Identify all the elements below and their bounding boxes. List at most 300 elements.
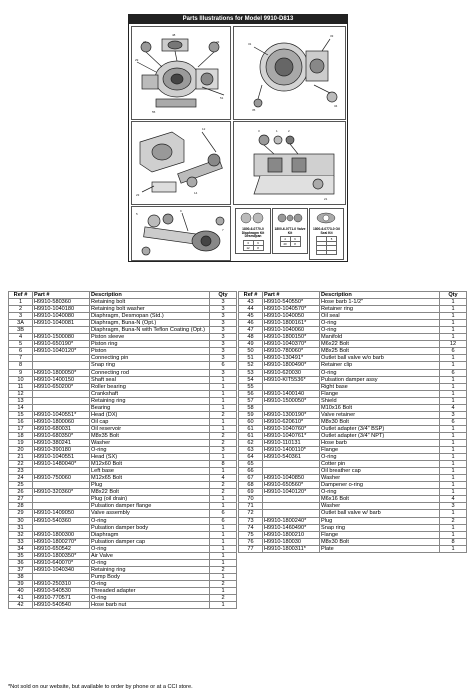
part-number-cell: H9910-620610* [263, 418, 320, 425]
parts-table-right [238, 291, 467, 553]
svg-text:31: 31 [248, 42, 252, 46]
part-number-cell: H9910-250310 [33, 580, 90, 587]
ref-cell: 44 [239, 306, 263, 313]
part-number-cell [263, 468, 320, 475]
ref-cell: 62 [239, 439, 263, 446]
table-row [239, 432, 467, 439]
description-cell: Piston [90, 348, 210, 355]
ref-cell: 3A [9, 320, 33, 327]
part-number-cell: H9910-650560* [263, 482, 320, 489]
part-number-cell: H9910-1800210 [263, 531, 320, 538]
ref-cell: 58 [239, 404, 263, 411]
qty-cell: 3 [440, 411, 467, 418]
qty-cell: 3 [210, 306, 237, 313]
qty-cell: 2 [210, 432, 237, 439]
part-number-cell [33, 397, 90, 404]
qty-cell: 1 [440, 334, 467, 341]
qty-cell: 3 [210, 334, 237, 341]
ref-cell: 20 [9, 447, 33, 454]
ref-cell: 4 [9, 334, 33, 341]
table-row [9, 334, 237, 341]
ref-cell: 12 [9, 390, 33, 397]
description-cell: M8x30 Bolt [320, 418, 440, 425]
description-cell: Piston sleeve [90, 334, 210, 341]
part-number-cell: H9910-1480040* [33, 461, 90, 468]
ref-cell: 73 [239, 517, 263, 524]
table-row [239, 334, 467, 341]
part-number-cell: H9910-1040180 [33, 306, 90, 313]
part-number-cell: H9910-640070* [33, 559, 90, 566]
ref-cell: 9 [9, 369, 33, 376]
qty-cell: 1 [440, 376, 467, 383]
part-number-cell: H9910-580360 [33, 299, 90, 306]
qty-cell: 6 [210, 517, 237, 524]
qty-cell: 3 [210, 299, 237, 306]
part-number-cell [263, 503, 320, 510]
description-cell: O-ring [90, 545, 210, 552]
part-number-cell: H9910-680350* [33, 432, 90, 439]
table-row [9, 482, 237, 489]
part-number-cell: H9910-1800270* [33, 538, 90, 545]
table-row [239, 341, 467, 348]
part-number-cell: H9910-1040340 [33, 566, 90, 573]
ref-cell: 43 [239, 299, 263, 306]
part-number-cell: H9910-780060* [263, 348, 320, 355]
table-row [9, 489, 237, 496]
ref-cell: 41 [9, 595, 33, 602]
description-cell: Shaft seal [90, 376, 210, 383]
part-number-cell: H9910-1800300 [33, 531, 90, 538]
qty-cell: 2 [210, 482, 237, 489]
table-row [239, 327, 467, 334]
part-number-cell: H9910-1040850 [263, 475, 320, 482]
svg-text:2: 2 [288, 129, 290, 133]
qty-cell: 2 [210, 439, 237, 446]
part-number-cell [33, 496, 90, 503]
table-row [9, 475, 237, 482]
ref-cell: 19 [9, 439, 33, 446]
description-cell: Crankshaft [90, 390, 210, 397]
qty-cell: 1 [210, 503, 237, 510]
ref-cell: 69 [239, 489, 263, 496]
ref-cell: 57 [239, 397, 263, 404]
part-number-cell: H9910-1800490* [263, 362, 320, 369]
part-number-cell: H9910-180030 [263, 538, 320, 545]
table-row [239, 411, 467, 418]
qty-cell: 1 [440, 531, 467, 538]
description-cell: Retaining bolt [90, 299, 210, 306]
description-cell: Flange [320, 447, 440, 454]
description-cell: Snap ring [90, 362, 210, 369]
ref-cell: 52 [239, 362, 263, 369]
description-cell: M8x35 Bolt [90, 432, 210, 439]
description-cell: Hose barb nut [90, 602, 210, 609]
qty-cell: 1 [440, 425, 467, 432]
table-row [239, 447, 467, 454]
description-cell: Left base [90, 468, 210, 475]
table-row [239, 404, 467, 411]
header-description: Description [320, 292, 440, 299]
description-cell: Plug [90, 482, 210, 489]
ref-cell: 27 [9, 496, 33, 503]
description-cell: Shield [320, 397, 440, 404]
diagram-crankshaft-assembly [131, 121, 231, 205]
part-number-cell: H9910-320360* [33, 489, 90, 496]
table-row [239, 517, 467, 524]
part-number-cell: H9910-1800050* [33, 369, 90, 376]
qty-cell: 4 [440, 404, 467, 411]
part-number-cell [33, 468, 90, 475]
part-number-cell: H9910-1800060 [33, 418, 90, 425]
table-row [239, 418, 467, 425]
table-row [9, 432, 237, 439]
description-cell: M10x16 Bolt [320, 404, 440, 411]
description-cell: O-ring [320, 320, 440, 327]
ref-cell: 23 [9, 468, 33, 475]
qty-cell: 1 [210, 454, 237, 461]
qty-cell: 1 [440, 447, 467, 454]
part-number-cell: H9910-650190* [33, 341, 90, 348]
description-cell: Oil breather cap [320, 468, 440, 475]
table-row [9, 447, 237, 454]
part-number-cell [33, 404, 90, 411]
ref-cell: 1 [9, 299, 33, 306]
ref-cell: 53 [239, 369, 263, 376]
description-cell: Connecting pin [90, 355, 210, 362]
qty-cell: 2 [210, 489, 237, 496]
part-number-cell: H9910-1800311* [263, 545, 320, 552]
table-row [9, 580, 237, 587]
description-cell: Hose barb 1-1/2" [320, 299, 440, 306]
qty-cell: 1 [210, 524, 237, 531]
description-cell: Retainer ring [320, 306, 440, 313]
qty-cell: 1 [440, 313, 467, 320]
description-cell: O-ring [90, 447, 210, 454]
description-cell: Pulsation damper assy [320, 376, 440, 383]
diagram-piston-connecting-rod [131, 206, 231, 261]
description-cell: Outlet adapter (3/4" BSP) [320, 425, 440, 432]
qty-cell: 1 [210, 587, 237, 594]
parts-table-right-body [239, 299, 467, 553]
svg-text:33: 33 [330, 34, 334, 38]
ref-cell: 30 [9, 517, 33, 524]
table-row [9, 602, 237, 609]
table-row [9, 425, 237, 432]
qty-cell: 6 [210, 362, 237, 369]
table-row [9, 404, 237, 411]
qty-cell: 1 [210, 397, 237, 404]
table-row [9, 545, 237, 552]
ref-cell: 74 [239, 524, 263, 531]
qty-cell: 3 [210, 355, 237, 362]
kit-mini-table: 4 6 20 8 [280, 236, 301, 247]
kit-mini-table: 5 [316, 236, 337, 255]
svg-text:3: 3 [258, 129, 260, 133]
ref-cell: 5 [9, 341, 33, 348]
description-cell: M8x30 Bolt [320, 538, 440, 545]
ref-cell: 54 [239, 376, 263, 383]
table-header-row [239, 292, 467, 299]
part-number-cell: H9910-1800150* [263, 334, 320, 341]
qty-cell: 1 [440, 299, 467, 306]
table-row [239, 524, 467, 531]
qty-cell: 1 [440, 489, 467, 496]
table-row [9, 369, 237, 376]
qty-cell: 1 [210, 559, 237, 566]
header-description: Description [90, 292, 210, 299]
table-row [239, 320, 467, 327]
illustration-title: Parts Illustrations for Model 9910-D813 [129, 15, 347, 24]
ref-cell: 38 [9, 573, 33, 580]
table-row [9, 503, 237, 510]
part-number-cell: H9910-1800240* [263, 517, 320, 524]
part-number-cell: H9910-1400150 [33, 376, 90, 383]
description-cell: M12x60 Bolt [90, 461, 210, 468]
ref-cell: 67 [239, 475, 263, 482]
description-cell: Oil cap [90, 418, 210, 425]
ref-cell: 11 [9, 383, 33, 390]
part-number-cell: H9910-650542 [33, 545, 90, 552]
qty-cell: 1 [210, 418, 237, 425]
header-ref: Ref # [239, 292, 263, 299]
ref-cell: 48 [239, 334, 263, 341]
table-row [9, 362, 237, 369]
table-row [9, 348, 237, 355]
diagram-valve-diaphragm [233, 121, 346, 205]
description-cell: Diaphragm [90, 531, 210, 538]
part-number-cell: H9910-1040080 [33, 313, 90, 320]
qty-cell: 1 [210, 538, 237, 545]
table-header-row [9, 292, 237, 299]
part-number-cell: H9910-380241 [33, 439, 90, 446]
table-row [9, 573, 237, 580]
part-number-cell: H9910-1800350* [33, 552, 90, 559]
table-row [9, 461, 237, 468]
part-number-cell: H9910-540540 [33, 602, 90, 609]
qty-cell: 1 [440, 461, 467, 468]
part-number-cell: H9910-1040551* [33, 411, 90, 418]
ref-cell: 24 [9, 475, 33, 482]
ref-cell: 31 [9, 524, 33, 531]
svg-text:51: 51 [220, 96, 224, 100]
table-row [239, 397, 467, 404]
ref-cell: 2 [9, 306, 33, 313]
qty-cell: 1 [210, 468, 237, 475]
description-cell: Outlet ball valve w/ barb [320, 510, 440, 517]
qty-cell: 3 [210, 369, 237, 376]
ref-cell: 40 [9, 587, 33, 594]
description-cell: Valve assembly [90, 510, 210, 517]
part-number-cell: H9910-1400110* [263, 447, 320, 454]
part-number-cell: H9910-1040120* [263, 489, 320, 496]
description-cell: Washer [320, 503, 440, 510]
qty-cell: 1 [440, 390, 467, 397]
ref-cell: 32 [9, 531, 33, 538]
table-row [9, 313, 237, 320]
ref-cell: 71 [239, 503, 263, 510]
part-number-cell: H9910-1040081 [33, 320, 90, 327]
ref-cell: 10 [9, 376, 33, 383]
svg-text:14: 14 [194, 191, 198, 195]
table-row [9, 552, 237, 559]
description-cell: Pulsation damper cap [90, 538, 210, 545]
table-row [9, 418, 237, 425]
description-cell: Flange [320, 531, 440, 538]
part-number-cell: H9910-650200* [33, 383, 90, 390]
part-number-cell: H9910-750060 [33, 475, 90, 482]
ref-cell: 47 [239, 327, 263, 334]
table-row [239, 454, 467, 461]
table-row [9, 468, 237, 475]
description-cell: M8x25 Bolt [320, 348, 440, 355]
description-cell: Pump Body [90, 573, 210, 580]
description-cell: Piston ring [90, 341, 210, 348]
description-cell: Washer [90, 439, 210, 446]
part-number-cell: H9910-1040760* [263, 425, 320, 432]
description-cell: Connecting rod [90, 369, 210, 376]
qty-cell: 1 [440, 475, 467, 482]
description-cell: O-ring [90, 595, 210, 602]
qty-cell: 1 [440, 320, 467, 327]
ref-cell: 70 [239, 496, 263, 503]
ref-cell: 37 [9, 566, 33, 573]
description-cell: Pulsation damper flange [90, 503, 210, 510]
ref-cell: 16 [9, 418, 33, 425]
qty-cell: 3 [440, 503, 467, 510]
description-cell: Manifold [320, 334, 440, 341]
table-row [239, 496, 467, 503]
part-number-cell [263, 404, 320, 411]
svg-text:12: 12 [202, 127, 206, 131]
qty-cell: 1 [440, 362, 467, 369]
table-row [9, 587, 237, 594]
part-number-cell [33, 524, 90, 531]
qty-cell: 6 [440, 418, 467, 425]
part-number-cell: H9910-1040551 [33, 454, 90, 461]
svg-text:7: 7 [222, 228, 224, 232]
header-ref: Ref # [9, 292, 33, 299]
ref-cell: 13 [9, 397, 33, 404]
ref-cell: 36 [9, 559, 33, 566]
table-row [9, 595, 237, 602]
kit-label: 1800-6-0773-0 Oil Seal Kit [313, 227, 340, 235]
svg-text:44: 44 [143, 40, 147, 44]
ref-cell: 3 [9, 313, 33, 320]
qty-cell: 3 [210, 313, 237, 320]
part-number-cell [33, 482, 90, 489]
table-row [9, 496, 237, 503]
table-row [239, 355, 467, 362]
part-number-cell: H9910-1040120* [33, 348, 90, 355]
description-cell: Right base [320, 383, 440, 390]
qty-cell: 8 [440, 538, 467, 545]
table-row [239, 376, 467, 383]
part-number-cell: H9910-1409050 [33, 510, 90, 517]
ref-cell: 66 [239, 468, 263, 475]
ref-cell: 61 [239, 425, 263, 432]
table-row [9, 510, 237, 517]
description-cell: Roller bearing [90, 383, 210, 390]
ref-cell: 14 [9, 404, 33, 411]
diagram-pump-head-assembly [131, 26, 231, 120]
table-row [9, 531, 237, 538]
table-row [239, 545, 467, 552]
qty-cell: 8 [210, 461, 237, 468]
table-row [239, 348, 467, 355]
part-number-cell: H9910-1040050 [263, 313, 320, 320]
qty-cell: 1 [440, 397, 467, 404]
svg-text:34: 34 [334, 104, 338, 108]
description-cell: Retaining ring [90, 397, 210, 404]
ref-cell: 61 [239, 432, 263, 439]
description-cell: O-ring [320, 327, 440, 334]
qty-cell: 3 [210, 348, 237, 355]
table-row [239, 538, 467, 545]
table-row [9, 439, 237, 446]
part-number-cell: H9910-390180 [33, 447, 90, 454]
table-row [239, 531, 467, 538]
parts-table-left-body [9, 299, 237, 609]
kit-legend-valve [272, 208, 308, 254]
qty-cell: 1 [210, 552, 237, 559]
description-cell: Cotter pin [320, 461, 440, 468]
description-cell: Head (DX) [90, 411, 210, 418]
part-number-cell: H9910-770571 [33, 595, 90, 602]
ref-cell: 56 [239, 390, 263, 397]
table-row [9, 383, 237, 390]
table-row [9, 327, 237, 334]
description-cell: Air Valve [90, 552, 210, 559]
qty-cell: 1 [210, 425, 237, 432]
ref-cell: 22 [9, 461, 33, 468]
description-cell: M6x16 Bolt [320, 496, 440, 503]
description-cell: Bearing [90, 404, 210, 411]
svg-text:29: 29 [135, 58, 139, 62]
ref-cell: 26 [9, 489, 33, 496]
kit-label: 1800-6-0770-0 Diaphragm Kit Desmopan [241, 227, 265, 239]
ref-cell: 45 [239, 313, 263, 320]
description-cell: Head (SX) [90, 454, 210, 461]
table-row [239, 489, 467, 496]
svg-text:21: 21 [324, 197, 328, 201]
ref-cell: 46 [239, 320, 263, 327]
ref-cell: 59 [239, 411, 263, 418]
description-cell: Hose barb [320, 439, 440, 446]
qty-cell: 3 [210, 447, 237, 454]
part-number-cell: H9910-540360 [33, 517, 90, 524]
svg-text:23: 23 [136, 193, 140, 197]
part-number-cell [263, 496, 320, 503]
description-cell: Threaded adapter [90, 587, 210, 594]
qty-cell: 1 [440, 306, 467, 313]
part-number-cell: H9910-1500050* [263, 397, 320, 404]
table-row [239, 482, 467, 489]
table-row [239, 468, 467, 475]
kit-legend-diaphragm [235, 208, 271, 254]
svg-text:9: 9 [180, 209, 182, 213]
qty-cell: 1 [440, 545, 467, 552]
qty-cell: 3 [210, 341, 237, 348]
description-cell: Oil reservoir [90, 425, 210, 432]
header-qty: Qty [440, 292, 467, 299]
description-cell: Plate [320, 545, 440, 552]
description-cell: Snap ring [320, 524, 440, 531]
ref-cell: 77 [239, 545, 263, 552]
ref-cell: 18 [9, 432, 33, 439]
table-row [9, 538, 237, 545]
description-cell: Diaphragm, Desmopan (Std.) [90, 313, 210, 320]
diagram-pulsation-damper [233, 26, 346, 120]
